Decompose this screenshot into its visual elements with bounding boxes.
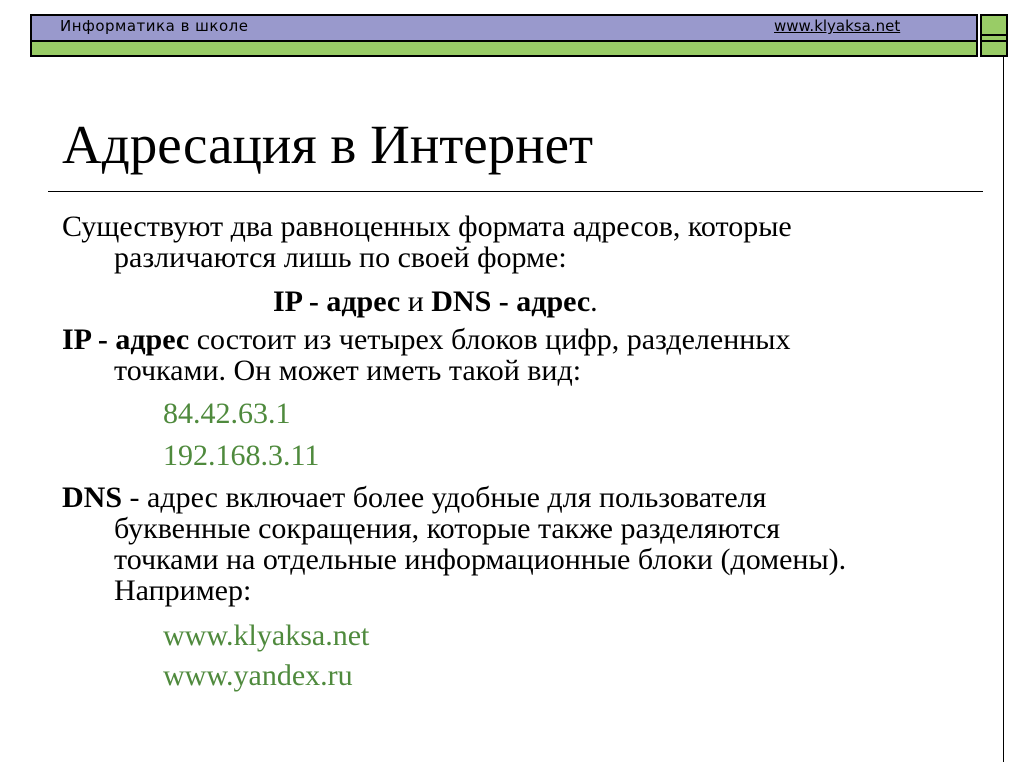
- corner-divider: [980, 34, 1008, 36]
- intro-paragraph: [62, 211, 792, 273]
- ip-paragraph: [62, 324, 790, 386]
- ip-line-1: состоит из четырех блоков цифр, разделенных: [189, 323, 791, 356]
- ip-example: 84.42.63.1: [163, 397, 291, 430]
- dns-line-2: буквенные сокращения, которые также разделяются: [114, 512, 781, 545]
- slide-title: Адресация в Интернет: [62, 114, 594, 175]
- format-and: и: [400, 285, 432, 318]
- ip-example: 192.168.3.11: [163, 439, 320, 472]
- format-period: .: [590, 285, 598, 318]
- header-title: Информатика в школе: [60, 17, 249, 35]
- dns-paragraph: [62, 482, 846, 606]
- dns-example: www.klyaksa.net: [163, 619, 370, 652]
- format-dns: DNS - адрес: [431, 285, 591, 318]
- dns-line-3: точками на отдельные информационные блоки (домены).: [114, 543, 847, 576]
- side-rule: [1003, 57, 1004, 762]
- dns-line-1: - адрес включает более удобные для пользователя: [122, 481, 767, 514]
- intro-line-2: различаются лишь по своей форме:: [114, 241, 567, 274]
- header-link[interactable]: www.klyaksa.net: [774, 17, 901, 35]
- header-accent-band: [30, 40, 978, 57]
- ip-term: IP - адрес: [62, 323, 190, 356]
- formats-line: [273, 286, 598, 317]
- dns-line-4: Например:: [114, 574, 252, 607]
- corner-box-top: [980, 14, 1008, 40]
- corner-box-bottom: [980, 40, 1008, 57]
- dns-term: DNS: [62, 481, 123, 514]
- dns-example: www.yandex.ru: [163, 659, 353, 692]
- intro-line-1: Существуют два равноценных формата адресов, которые: [62, 210, 792, 243]
- format-ip: IP - адрес: [273, 285, 401, 318]
- title-rule: [48, 191, 983, 192]
- ip-line-2: точками. Он может иметь такой вид:: [114, 354, 582, 387]
